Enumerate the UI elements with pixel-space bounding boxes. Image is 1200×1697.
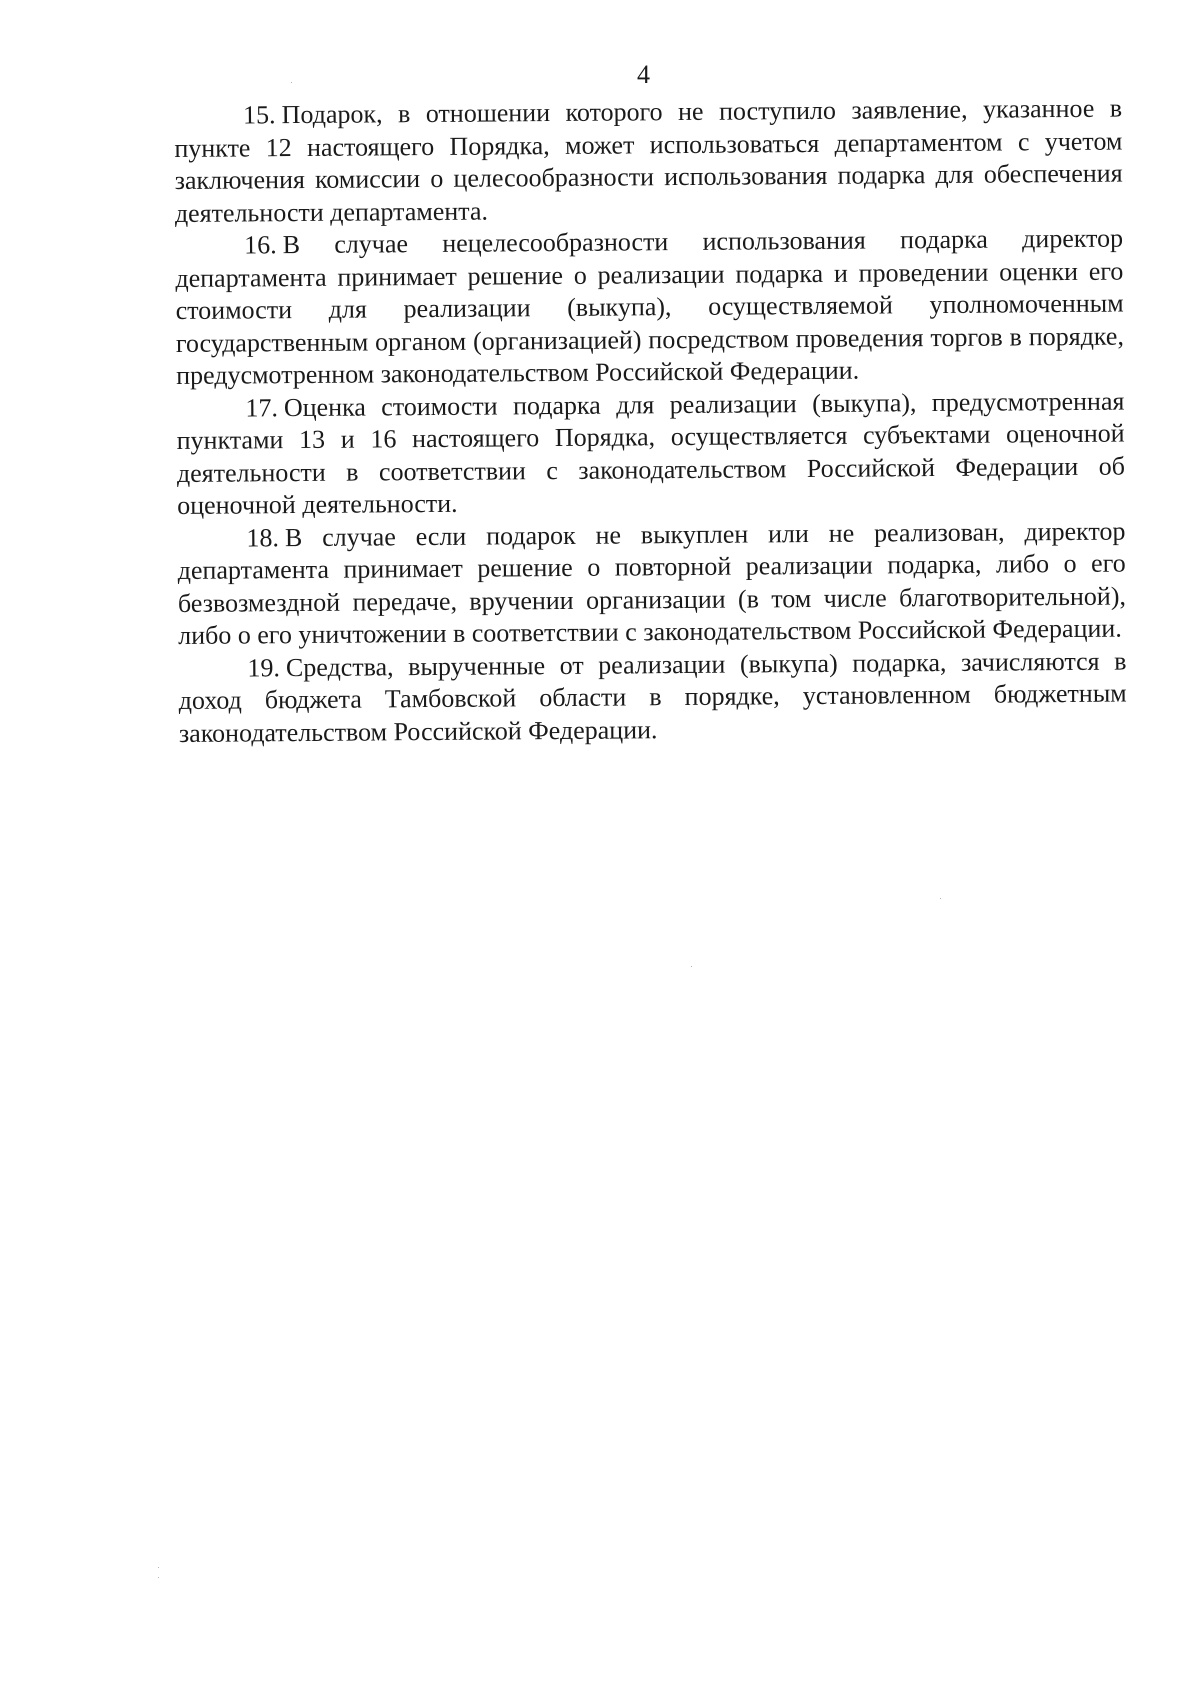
scan-speck	[691, 966, 692, 967]
paragraph-number: 16.	[244, 230, 277, 260]
paragraph-text: Средства, вырученные от реализации (выкупа) подарка, зачисляются в доход бюджета Тамбовской области в порядке, установленном бюджетным законодательством Российской Федерации.	[178, 646, 1127, 748]
paragraph-18	[177, 515, 1126, 652]
scan-speck	[940, 898, 941, 899]
paragraph-number: 15.	[243, 100, 276, 130]
paragraph-number: 17.	[245, 392, 279, 422]
scan-speck	[158, 1567, 159, 1568]
paragraph-text: В случае если подарок не выкуплен или не реализован, директор департамента принимает решение о повторной реализации подарка, либо о его безвозмездной передаче, вручении организации (в том числе благотворительной), либо о его уничтожении в соответствии с законодательством Российской Федерации.	[177, 516, 1127, 650]
paragraph-text: Подарок, в отношении которого не поступило заявление, указанное в пункте 12 настоящего Порядка, может использоваться департаментом с учетом заключения комиссии о целесообразности использования подарка для обеспечения деятельности департамента.	[174, 93, 1123, 228]
page-number: 4	[637, 60, 650, 89]
paragraph-16	[175, 223, 1124, 393]
scan-speck	[291, 82, 292, 83]
paragraph-19	[178, 645, 1127, 750]
paragraph-text: В случае нецелесообразности использования подарка директор департамента принимает решение о реализации подарка и проведении оценки его стоимости для реализации (выкупа), осуществляемой уполномоченным государственным органом (организацией) посредством проведения торгов в порядке, предусмотренном законодательством Российской Федерации.	[175, 223, 1124, 390]
document-body	[174, 93, 1127, 750]
paragraph-text: Оценка стоимости подарка для реализации (выкупа), предусмотренная пунктами 13 и 16 настоящего Порядка, осуществляется субъектами оценочной деятельности в соответствии с законодательством Российской Федерации об оценочной деятельности.	[176, 386, 1126, 520]
paragraph-15	[174, 93, 1123, 230]
paragraph-17	[176, 385, 1125, 522]
paragraph-number: 19.	[247, 652, 281, 682]
paragraph-number: 18.	[246, 522, 280, 552]
scan-speck	[158, 1577, 159, 1578]
